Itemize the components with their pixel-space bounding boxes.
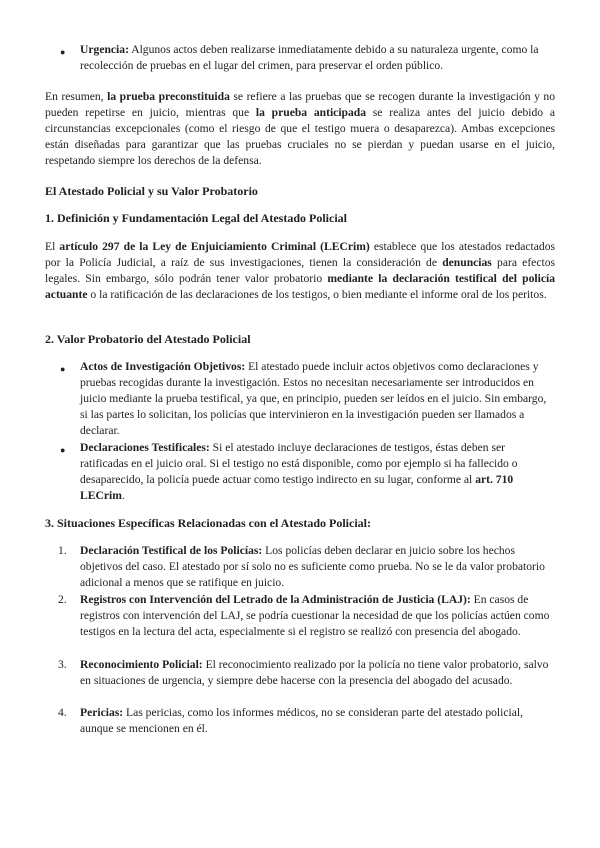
s3-item1-label: Declaración Testifical de los Policías: [80, 544, 263, 557]
section1-heading: 1. Definición y Fundamentación Legal del Atestado Policial [45, 211, 347, 225]
urgency-text: Algunos actos deben realizarse inmediatamente debido a su naturaleza urgente, como la recolección de pruebas en el lugar del crimen, para preservar el orden público. [80, 43, 539, 72]
bullet-dot: ● [60, 364, 66, 374]
section1-paragraph [45, 239, 555, 303]
section3-item-1 [80, 543, 554, 591]
section3-item-3 [80, 657, 554, 689]
summary-text-3: se realiza antes del juicio debido a circunstancias excepcionales (como el riesgo de que el testigo muera o desaparezca). Ambas excepciones están diseñadas para garantizar que las pruebas cruciales no se pierdan y puedan usarse en el juicio, respetando siempre los derechos de la defensa. [45, 106, 555, 167]
s3-item2-text: En casos de registros con intervención del LAJ, se podría cuestionar la necesidad de que los policías actúen como testigos en la lectura del acta, especialmente si el registro se realizó con presencia del abogado. [80, 593, 550, 638]
summary-bold-2: la prueba anticipada [255, 106, 367, 119]
s2-item2-bold: art. 710 LECrim [80, 473, 514, 502]
summary-text-1: En resumen, [45, 90, 108, 103]
summary-bold-1: la prueba preconstituida [107, 90, 230, 103]
list-number: 4. [58, 706, 67, 719]
section-title: El Atestado Policial y su Valor Probatorio [45, 184, 258, 198]
s2-item2-text: Si el atestado incluye declaraciones de testigos, éstas deben ser ratificadas en el juicio oral. Si el testigo no está disponible, como por ejemplo si ha fallecido o desaparecido, la policía puede actuar como testigo indirecto en su lugar, conforme al [80, 441, 518, 486]
s3-item4-label: Pericias: [80, 706, 124, 719]
s1-text-4: o la ratificación de las declaraciones de los testigos, o bien mediante el informe oral de los peritos. [87, 288, 547, 301]
s1-bold-3: mediante la declaración testifical del policía actuante [45, 272, 555, 301]
summary-text-2: se refiere a las pruebas que se recogen durante la investigación y no pueden repetirse en juicio, mientras que [45, 90, 555, 119]
summary-paragraph [45, 89, 555, 169]
s1-bold-2: denuncias [442, 256, 492, 269]
s3-item4-text: Las pericias, como los informes médicos, no se consideran parte del atestado policial, aunque se mencionen en él. [80, 706, 524, 735]
section3-item-2 [80, 592, 554, 640]
urgency-label: Urgencia: [80, 43, 129, 56]
list-number: 2. [58, 593, 67, 606]
section3-heading: 3. Situaciones Específicas Relacionadas con el Atestado Policial: [45, 516, 371, 530]
s3-item3-text: El reconocimiento realizado por la policía no tiene valor probatorio, salvo en situaciones de urgencia, y siempre debe hacerse con la presencia del abogado del acusado. [80, 658, 549, 687]
s2-item2-tail: . [121, 489, 125, 502]
section2-item-objective [80, 359, 554, 439]
s2-item1-text: El atestado puede incluir actos objetivos como declaraciones y pruebas recogidas durante la investigación. Estos no necesitan necesariamente ser introducidos en juicio mediante la prueba testifical, ya que, en principio, pueden ser leídos en el juicio. Sin embargo, si las partes lo solicitan, los policías que intervinieron en la investigación pueden ser llamados a declarar. [80, 360, 547, 437]
s1-bold-1: artículo 297 de la Ley de Enjuiciamiento Criminal (LECrim) [59, 240, 370, 253]
urgency-bullet [80, 42, 554, 74]
list-number: 1. [58, 544, 67, 557]
s2-item1-label: Actos de Investigación Objetivos: [80, 360, 246, 373]
bullet-dot: ● [60, 445, 66, 455]
s1-text-3: para efectos legales. Sin embargo, sólo podrán tener valor probatorio [45, 256, 555, 285]
s3-item2-label: Registros con Intervención del Letrado de la Administración de Justicia (LAJ): [80, 593, 471, 606]
s2-item2-label: Declaraciones Testificales: [80, 441, 210, 454]
s3-item1-text: Los policías deben declarar en juicio sobre los hechos objetivos del caso. El atestado por sí solo no es suficiente como prueba. No se le da valor probatorio adicional a menos que se ratifique en juicio. [80, 544, 545, 589]
section2-item-testimonial [80, 440, 554, 504]
section3-item-4 [80, 705, 554, 737]
section2-heading: 2. Valor Probatorio del Atestado Policial [45, 332, 251, 346]
s1-text-2: establece que los atestados redactados por la Policía Judicial, a raíz de sus investigaciones, tienen la consideración de [45, 240, 556, 269]
s1-text-1: El [45, 240, 60, 253]
bullet-dot: ● [60, 47, 66, 57]
s3-item3-label: Reconocimiento Policial: [80, 658, 203, 671]
list-number: 3. [58, 658, 67, 671]
